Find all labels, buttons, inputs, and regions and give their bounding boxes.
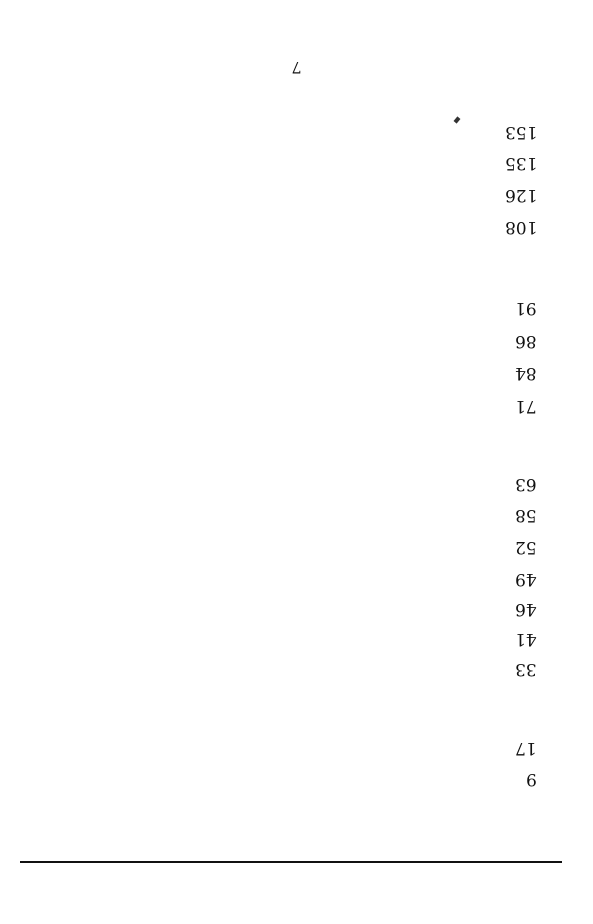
toc-entry <box>0 296 593 320</box>
entry-page: 84 <box>515 363 537 383</box>
toc-entry <box>0 472 593 496</box>
toc-entry <box>0 567 593 591</box>
entry-page: 108 <box>504 217 537 237</box>
toc-entry <box>0 736 593 760</box>
toc-entry <box>0 627 593 651</box>
entry-page: 91 <box>515 298 537 318</box>
toc-entry <box>0 657 593 681</box>
footer-rule <box>20 861 562 863</box>
toc-entry <box>0 151 593 175</box>
toc-entry <box>0 767 593 791</box>
toc-entry <box>0 183 593 207</box>
entry-page: 153 <box>504 122 537 142</box>
page-number: 7 <box>291 58 302 77</box>
entry-page: 58 <box>515 505 537 525</box>
toc-entry <box>0 597 593 621</box>
entry-page: 46 <box>515 599 537 619</box>
entry-page: 52 <box>515 537 537 557</box>
entry-page: 9 <box>526 769 537 789</box>
toc-entry <box>0 329 593 353</box>
entry-page: 41 <box>515 629 537 649</box>
entry-page: 126 <box>504 185 537 205</box>
toc-entry <box>0 361 593 385</box>
toc-entry <box>0 215 593 239</box>
toc-entry <box>0 535 593 559</box>
toc-entry <box>0 394 593 418</box>
toc-entry <box>0 503 593 527</box>
entry-page: 86 <box>515 331 537 351</box>
entry-page: 63 <box>515 474 537 494</box>
entry-page: 71 <box>515 396 537 416</box>
entry-page: 49 <box>515 569 537 589</box>
entry-page: 33 <box>515 659 537 679</box>
entry-page: 135 <box>504 153 537 173</box>
toc-entry <box>0 120 593 144</box>
entry-page: 17 <box>515 738 537 758</box>
